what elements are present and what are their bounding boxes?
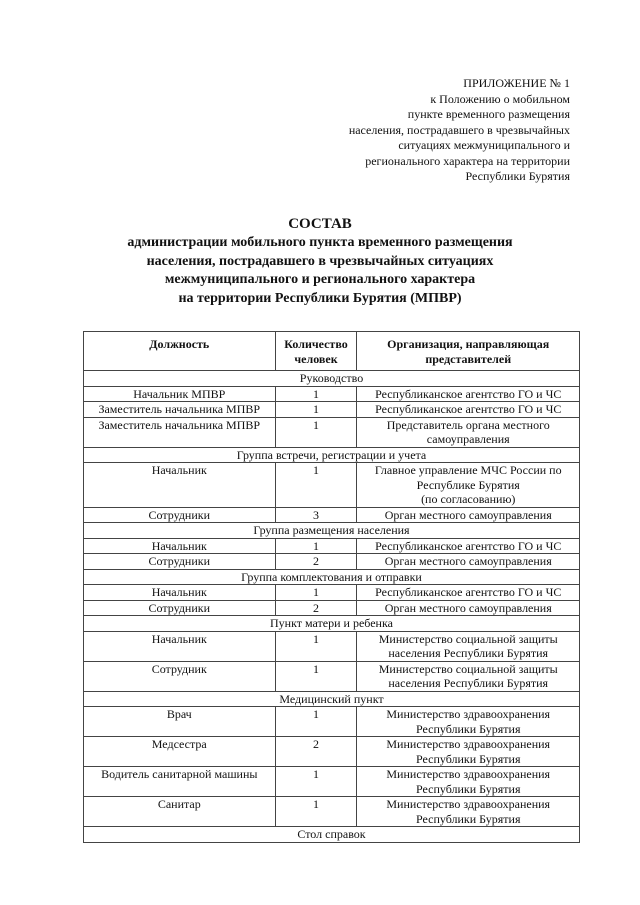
table-row xyxy=(84,402,580,418)
cell-position: Сотрудники xyxy=(84,554,276,570)
cell-count: 2 xyxy=(275,554,357,570)
cell-count: 1 xyxy=(275,767,357,797)
org-line: Министерство здравоохранения xyxy=(386,707,551,721)
header-org: Организация, направляющая представителей xyxy=(357,332,580,371)
appendix-line: ситуациях межмуниципального и xyxy=(398,138,570,152)
table-body xyxy=(84,371,580,843)
cell-position: Сотрудники xyxy=(84,507,276,523)
cell-org xyxy=(357,507,580,523)
section-row xyxy=(84,691,580,707)
section-row xyxy=(84,371,580,387)
cell-org xyxy=(357,661,580,691)
table-row xyxy=(84,386,580,402)
org-line: населения Республики Бурятия xyxy=(388,646,549,660)
cell-count: 1 xyxy=(275,402,357,418)
cell-org xyxy=(357,767,580,797)
cell-position: Санитар xyxy=(84,797,276,827)
title-line: на территории Республики Бурятия (МПВР) xyxy=(178,290,462,306)
appendix-line: ПРИЛОЖЕНИЕ № 1 xyxy=(463,76,570,90)
cell-org xyxy=(357,463,580,508)
org-line: Республики Бурятия xyxy=(415,811,521,826)
cell-position: Сотрудники xyxy=(84,600,276,616)
cell-org xyxy=(357,417,580,447)
cell-count: 1 xyxy=(275,386,357,402)
section-row xyxy=(84,569,580,585)
cell-position: Заместитель начальника МПВР xyxy=(84,402,276,418)
cell-org xyxy=(357,797,580,827)
title-main: СОСТАВ xyxy=(288,216,352,232)
cell-count: 1 xyxy=(275,463,357,508)
table-row xyxy=(84,585,580,601)
org-line: Республиканское агентство ГО и ЧС xyxy=(375,538,562,553)
org-line: Министерство здравоохранения xyxy=(386,767,551,781)
table-row xyxy=(84,507,580,523)
section-title: Стол справок xyxy=(84,827,580,843)
cell-org xyxy=(357,707,580,737)
cell-count: 1 xyxy=(275,585,357,601)
table-row xyxy=(84,797,580,827)
org-line: Республики Бурятия xyxy=(415,781,521,796)
section-title: Руководство xyxy=(84,371,580,387)
staff-table xyxy=(83,331,580,843)
table-row xyxy=(84,767,580,797)
org-line: Орган местного самоуправления xyxy=(384,507,552,522)
appendix-line: регионального характера на территории xyxy=(365,153,570,168)
cell-org xyxy=(357,554,580,570)
table-row xyxy=(84,661,580,691)
org-line: самоуправления xyxy=(426,432,510,446)
cell-count: 1 xyxy=(275,631,357,661)
header-count: Количество человек xyxy=(275,332,357,371)
title-line: межмуниципального и регионального характера xyxy=(164,272,476,287)
cell-count: 1 xyxy=(275,661,357,691)
table-row xyxy=(84,538,580,554)
org-line: Министерство социальной защиты xyxy=(378,631,558,646)
org-line: Республике Бурятия xyxy=(416,477,520,492)
org-line: Орган местного самоуправления xyxy=(384,554,552,568)
title-line: населения, пострадавшего в чрезвычайных ситуациях xyxy=(146,253,494,269)
cell-count: 1 xyxy=(275,417,357,447)
cell-org xyxy=(357,737,580,767)
cell-org xyxy=(357,538,580,554)
cell-count: 3 xyxy=(275,507,357,523)
cell-count: 1 xyxy=(275,797,357,827)
cell-position: Медсестра xyxy=(84,737,276,767)
section-title: Пункт матери и ребенка xyxy=(84,616,580,632)
cell-count: 2 xyxy=(275,600,357,616)
appendix-line: населения, пострадавшего в чрезвычайных xyxy=(348,122,570,137)
table-header-row xyxy=(84,332,580,371)
appendix-line: Республики Бурятия xyxy=(465,169,570,183)
cell-count: 1 xyxy=(275,707,357,737)
cell-position: Сотрудник xyxy=(84,661,276,691)
appendix-line: к Положению о мобильном xyxy=(430,91,570,106)
section-title: Группа встречи, регистрации и учета xyxy=(84,447,580,463)
cell-position: Начальник xyxy=(84,631,276,661)
table-row xyxy=(84,707,580,737)
cell-org xyxy=(357,585,580,601)
table-row xyxy=(84,463,580,508)
section-row xyxy=(84,616,580,632)
org-line: Орган местного самоуправления xyxy=(384,600,552,615)
cell-position: Начальник xyxy=(84,463,276,508)
org-line: Республиканское агентство ГО и ЧС xyxy=(375,402,562,416)
cell-position: Начальник xyxy=(84,538,276,554)
cell-org xyxy=(357,386,580,402)
org-line: Министерство социальной защиты xyxy=(378,661,558,676)
cell-org xyxy=(357,631,580,661)
section-title: Медицинский пункт xyxy=(84,691,580,707)
cell-position: Начальник МПВР xyxy=(84,386,276,402)
org-line: Республиканское агентство ГО и ЧС xyxy=(375,386,562,401)
table-row xyxy=(84,554,580,570)
org-line: Республики Бурятия xyxy=(415,721,521,736)
document-title xyxy=(0,215,640,308)
section-row xyxy=(84,447,580,463)
section-row xyxy=(84,523,580,539)
org-line: Министерство здравоохранения xyxy=(386,737,551,751)
appendix-line: пункте временного размещения xyxy=(407,107,570,121)
section-row xyxy=(84,827,580,843)
org-line: Главное управление МЧС России по xyxy=(374,463,562,477)
cell-org xyxy=(357,402,580,418)
org-line: Представитель органа местного xyxy=(386,417,550,432)
cell-position: Начальник xyxy=(84,585,276,601)
org-line: Министерство здравоохранения xyxy=(386,797,551,811)
cell-position: Водитель санитарной машины xyxy=(84,767,276,797)
table-row xyxy=(84,417,580,447)
table-row xyxy=(84,631,580,661)
cell-count: 2 xyxy=(275,737,357,767)
section-title: Группа размещения населения xyxy=(84,523,580,539)
appendix-note xyxy=(270,76,570,185)
cell-org xyxy=(357,600,580,616)
table-row xyxy=(84,600,580,616)
cell-position: Заместитель начальника МПВР xyxy=(84,417,276,447)
cell-count: 1 xyxy=(275,538,357,554)
org-line: Республиканское агентство ГО и ЧС xyxy=(375,585,562,599)
org-line: населения Республики Бурятия xyxy=(388,676,549,690)
title-line: администрации мобильного пункта временного размещения xyxy=(127,235,513,250)
section-title: Группа комплектования и отправки xyxy=(84,569,580,585)
cell-position: Врач xyxy=(84,707,276,737)
table-row xyxy=(84,737,580,767)
header-position: Должность xyxy=(84,332,276,371)
org-line: (по согласованию) xyxy=(421,492,516,506)
org-line: Республики Бурятия xyxy=(415,751,521,766)
